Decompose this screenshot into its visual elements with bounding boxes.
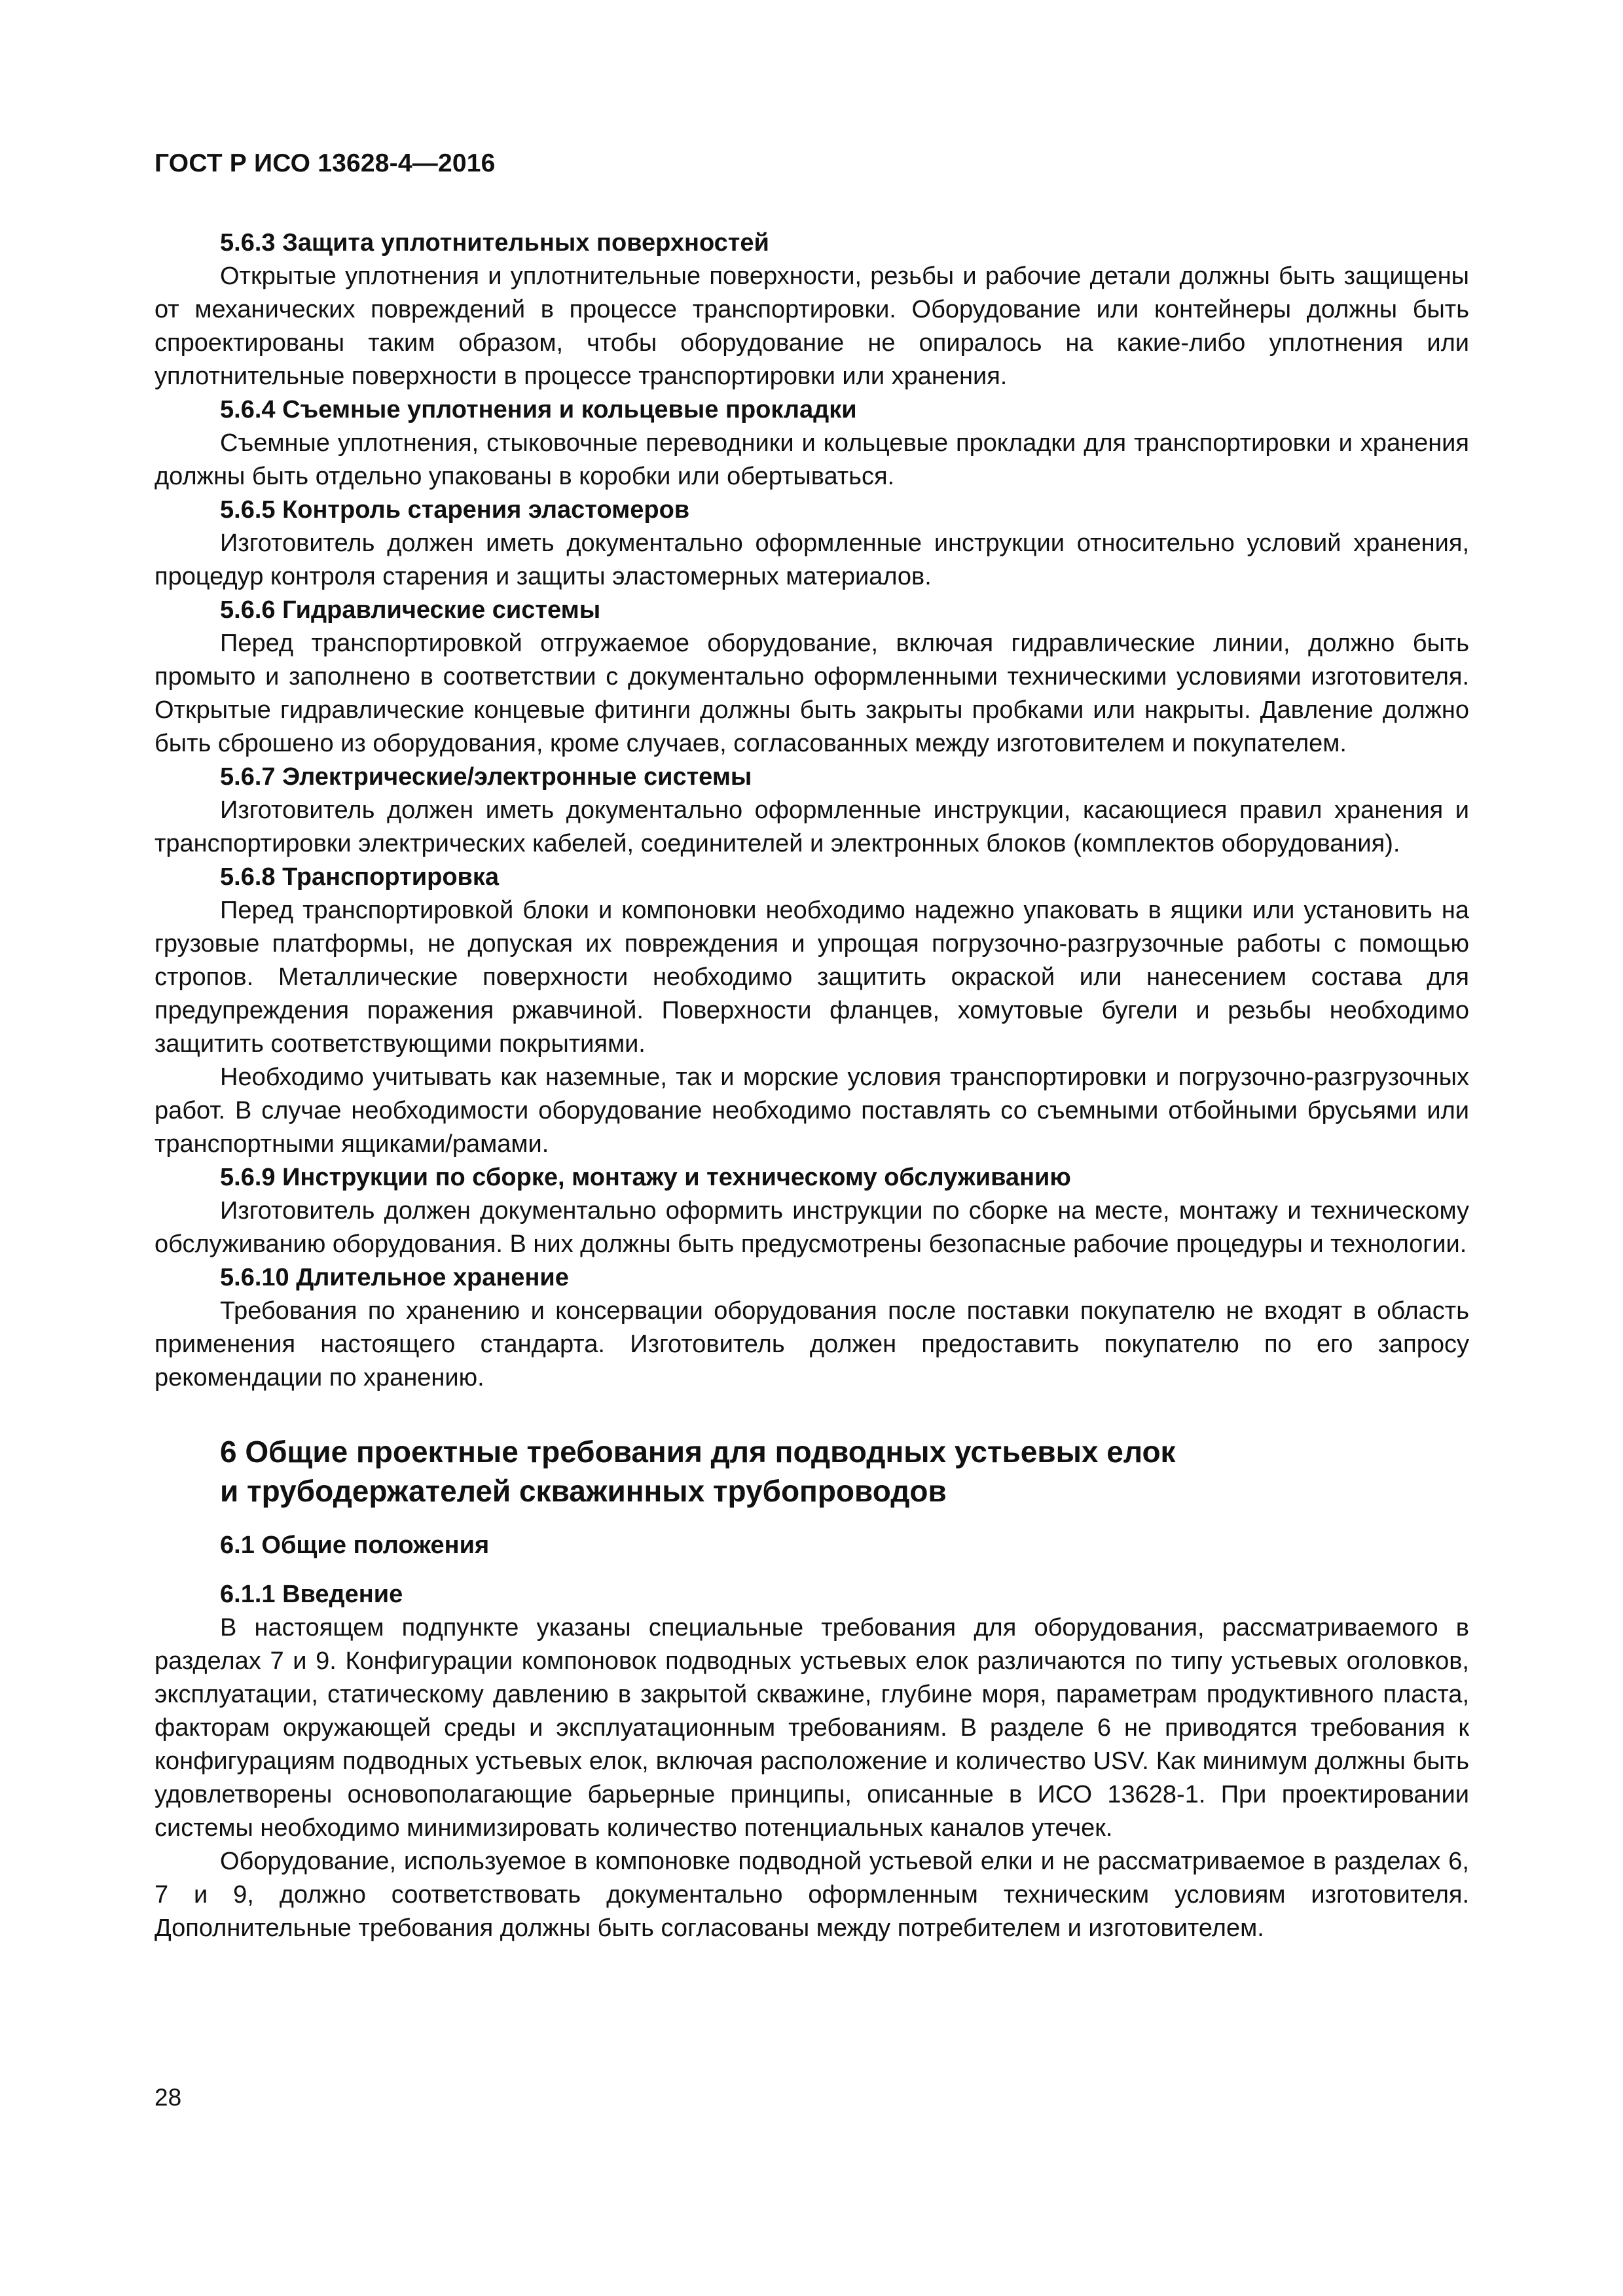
subsection-heading-5-6-4: 5.6.4 Съемные уплотнения и кольцевые прокладки	[220, 396, 857, 423]
paragraph: Необходимо учитывать как наземные, так и морские условия транспортировки и погрузочно-разгрузочных работ. В случае необходимости оборудование необходимо поставлять со съемными отбойными брусьями или транспортными ящиками/рамами.	[155, 1064, 1469, 1158]
paragraph: Съемные уплотнения, стыковочные переводники и кольцевые прокладки для транспортировки и хранения должны быть отдельно упакованы в коробки или обертываться.	[155, 429, 1469, 490]
section-title-6	[155, 1432, 1469, 1511]
section-title-line-1: 6 Общие проектные требования для подводных устьевых елок	[220, 1435, 1176, 1469]
paragraph: Изготовитель должен иметь документально оформленные инструкции, касающиеся правил хранения и транспортировки электрических кабелей, соединителей и электронных блоков (комплектов оборудования).	[155, 797, 1469, 857]
subsection-heading-6-1: 6.1 Общие положения	[220, 1532, 490, 1559]
subsection-heading-5-6-10: 5.6.10 Длительное хранение	[220, 1264, 569, 1291]
subsection-heading-5-6-5: 5.6.5 Контроль старения эластомеров	[220, 496, 690, 524]
subsection-heading-5-6-6: 5.6.6 Гидравлические системы	[220, 596, 601, 624]
document-code-header: ГОСТ Р ИСО 13628-4—2016	[155, 149, 496, 177]
subsection-heading-5-6-3: 5.6.3 Защита уплотнительных поверхностей	[220, 229, 769, 257]
page-number: 28	[155, 2084, 182, 2111]
paragraph: Оборудование, используемое в компоновке подводной устьевой елки и не рассматриваемое в разделах 6, 7 и 9, должно соответствовать документально оформленным техническим условиям изготовителя. Дополнительные требования должны быть согласованы между потребителем и изготовителем.	[155, 1848, 1469, 1942]
paragraph: Изготовитель должен документально оформить инструкции по сборке на месте, монтажу и техническому обслуживанию оборудования. В них должны быть предусмотрены безопасные рабочие процедуры и технологии.	[155, 1197, 1469, 1258]
paragraph: Открытые уплотнения и уплотнительные поверхности, резьбы и рабочие детали должны быть защищены от механических повреждений в процессе транспортировки. Оборудование или контейнеры должны быть спроектированы таким образом, чтобы оборудование не опиралось на какие-либо уплотнения или уплотнительные поверхности в процессе транспортировки или хранения.	[155, 262, 1469, 390]
paragraph: Перед транспортировкой блоки и компоновки необходимо надежно упаковать в ящики или установить на грузовые платформы, не допуская их повреждения и упрощая погрузочно-разгрузочные работы с помощью стропов. Металлические поверхности необходимо защитить окраской или нанесением состава для предупреждения поражения ржавчиной. Поверхности фланцев, хомутовые бугели и резьбы необходимо защитить соответствующими покрытиями.	[155, 897, 1469, 1058]
paragraph: Изготовитель должен иметь документально оформленные инструкции относительно условий хранения, процедур контроля старения и защиты эластомерных материалов.	[155, 529, 1469, 590]
subsection-heading-6-1-1: 6.1.1 Введение	[220, 1581, 403, 1608]
paragraph: Требования по хранению и консервации оборудования после поставки покупателю не входят в область применения настоящего стандарта. Изготовитель должен предоставить покупателю по его запросу рекомендации по хранению.	[155, 1297, 1469, 1391]
paragraph: В настоящем подпункте указаны специальные требования для оборудования, рассматриваемого в разделах 7 и 9. Конфигурации компоновок подводных устьевых елок различаются по типу устьевых оголовков, эксплуатации, статическому давлению в закрытой скважине, глубине моря, параметрам продуктивного пласта, факторам окружающей среды и эксплуатационным требованиям. В разделе 6 не приводятся требования к конфигурациям подводных устьевых елок, включая расположение и количество USV. Как минимум должны быть удовлетворены основополагающие барьерные принципы, описанные в ИСО 13628-1. При проектировании системы необходимо минимизировать количество потенциальных каналов утечек.	[155, 1614, 1469, 1842]
subsection-heading-5-6-7: 5.6.7 Электрические/электронные системы	[220, 763, 752, 791]
subsection-heading-5-6-9: 5.6.9 Инструкции по сборке, монтажу и техническому обслуживанию	[220, 1164, 1071, 1191]
section-title-line-2: и трубодержателей скважинных трубопроводов	[220, 1474, 947, 1508]
paragraph: Перед транспортировкой отгружаемое оборудование, включая гидравлические линии, должно быть промыто и заполнено в соответствии с документально оформленными техническими условиями изготовителя. Открытые гидравлические концевые фитинги должны быть закрыты пробками или накрыты. Давление должно быть сброшено из оборудования, кроме случаев, согласованных между изготовителем и покупателем.	[155, 630, 1469, 757]
subsection-heading-5-6-8: 5.6.8 Транспортировка	[220, 863, 500, 891]
page-content	[155, 226, 1469, 1945]
